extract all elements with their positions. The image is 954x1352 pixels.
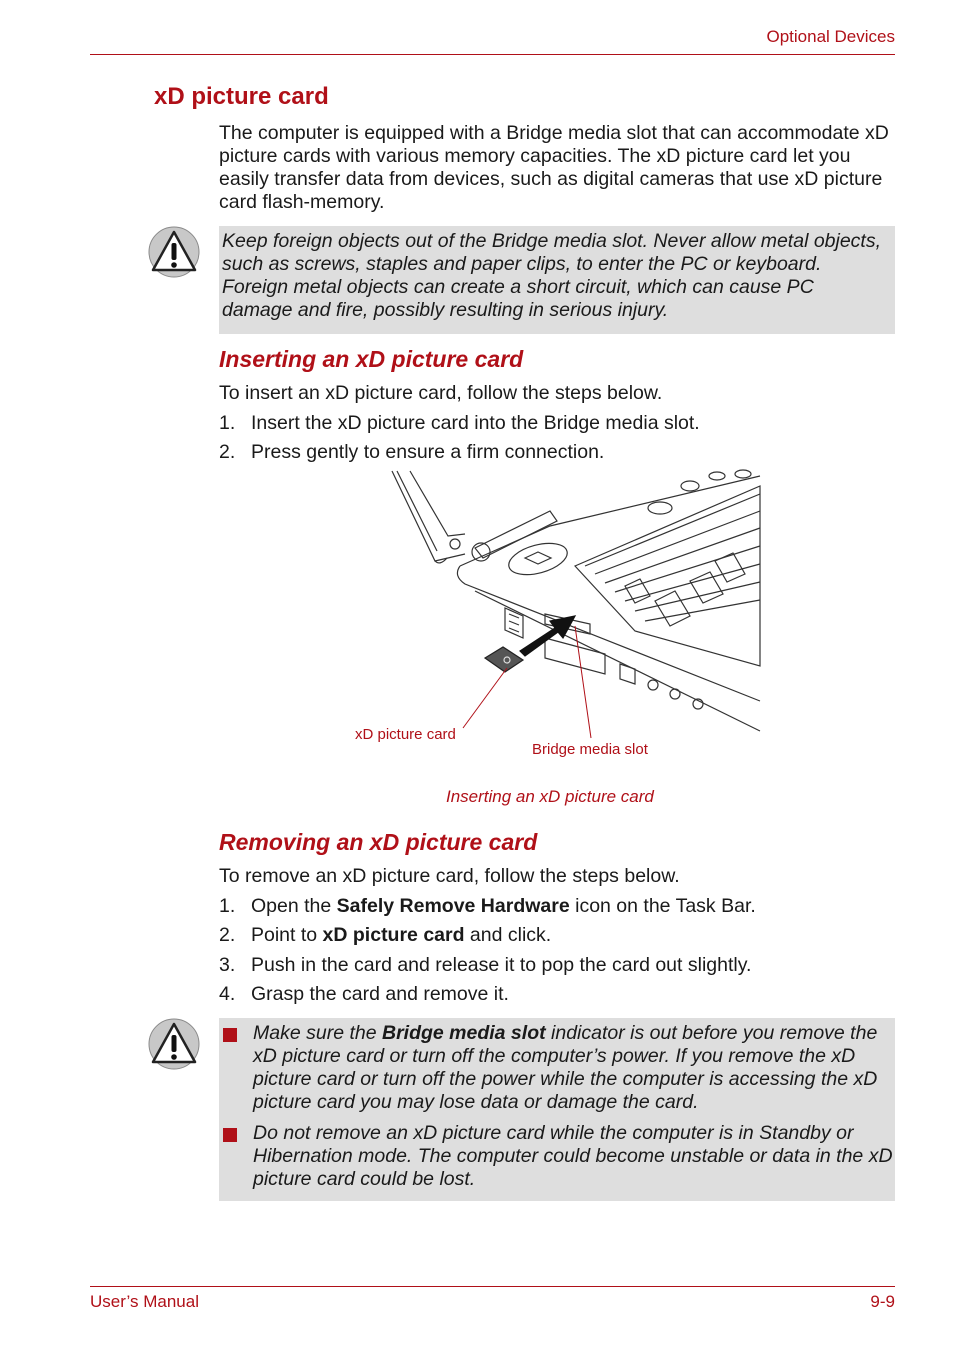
figure-caption: Inserting an xD picture card (446, 787, 654, 806)
label-bridge-slot: Bridge media slot (532, 741, 648, 758)
inserting-heading: Inserting an xD picture card (219, 346, 524, 372)
inserting-step-2: 2. Press gently to ensure a firm connection. (219, 441, 605, 463)
footer-rule (90, 1286, 895, 1287)
page-number: 9-9 (870, 1292, 895, 1311)
laptop-illustration (335, 466, 775, 766)
section-title: xD picture card (154, 83, 329, 110)
intro-paragraph: The computer is equipped with a Bridge media slot that can accommodate xD picture cards with various memory capacities. The xD picture card let you easily transfer data from devices, such as digital cameras that use xD picture card flash-memory. (219, 122, 889, 213)
warning-box-removal: Make sure the Bridge media slot indicator is out before you remove the xD picture card or turn off the computer’s power. If you remove the xD picture card or turn off the power while the computer is accessing the xD picture card you may lose data or damage the card. Do not remove an xD picture card while the computer is in Standby or Hibernation mode. The computer could become unstable or data in the xD picture card could be lost. (219, 1018, 895, 1201)
removing-heading: Removing an xD picture card (219, 829, 538, 855)
warning-icon (148, 226, 200, 278)
footer-manual: User’s Manual (90, 1292, 199, 1311)
label-xd-card: xD picture card (355, 726, 456, 743)
warning-text: Keep foreign objects out of the Bridge media slot. Never allow metal objects, such as screws, staples and paper clips, to enter the PC or keyboard. Foreign metal objects can create a short circuit, which can cause PC damage and fire, possibly resulting in serious injury. (222, 230, 882, 321)
warning-icon (148, 1018, 200, 1070)
removing-step-3: 3. Push in the card and release it to pop the card out slightly. (219, 954, 752, 976)
removing-lead: To remove an xD picture card, follow the steps below. (219, 865, 680, 887)
warning-box-metal-objects (219, 226, 895, 334)
inserting-lead: To insert an xD picture card, follow the steps below. (219, 382, 663, 404)
running-header: Optional Devices (766, 27, 895, 46)
removing-step-4: 4. Grasp the card and remove it. (219, 983, 509, 1005)
bullet-square-icon (223, 1128, 237, 1142)
removing-step-1: 1. Open the Safely Remove Hardware icon on the Task Bar. (219, 895, 756, 917)
header-rule (90, 54, 895, 55)
removing-step-2: 2. Point to xD picture card and click. (219, 924, 552, 946)
inserting-step-1: 1. Insert the xD picture card into the Bridge media slot. (219, 412, 700, 434)
bullet-square-icon (223, 1028, 237, 1042)
